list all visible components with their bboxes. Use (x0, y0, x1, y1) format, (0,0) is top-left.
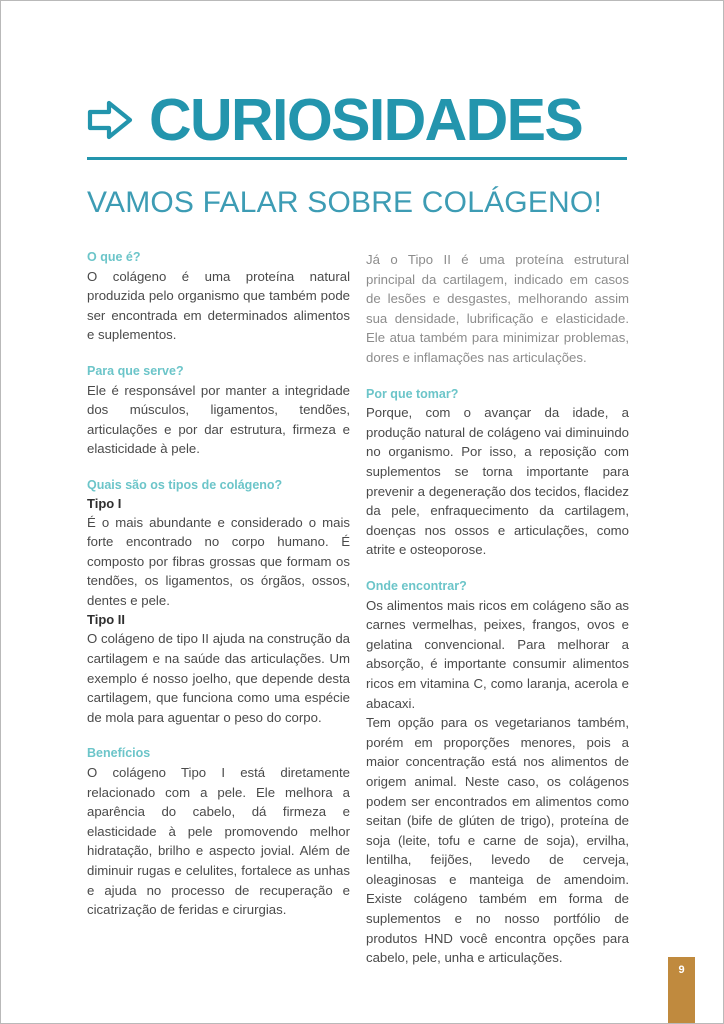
section-heading-onde-encontrar: Onde encontrar? (366, 578, 467, 593)
right-column (366, 250, 629, 968)
page-number-badge (668, 957, 695, 1023)
page-subtitle: VAMOS FALAR SOBRE COLÁGENO! (87, 186, 602, 219)
title-row (87, 86, 627, 153)
section-heading-o-que-e: O que é? (87, 250, 141, 264)
spacer (87, 345, 350, 364)
section-body-para-que-serve: Ele é responsável por manter a integridade dos músculos, ligamentos, tendões, articulações e por dar estrutura, firmeza e elasticidade à pele. (87, 382, 350, 457)
article-columns (87, 250, 630, 968)
title-underline-divider (87, 157, 627, 160)
page-header (87, 86, 627, 219)
section-body-o-que-e: O colágeno é uma proteína natural produzida pelo organismo que também pode ser encontrada em determinados alimentos e suplementos. (87, 268, 350, 343)
section-heading-beneficios: Benefícios (87, 746, 151, 761)
spacer (366, 560, 629, 579)
section-heading-por-que-tomar: Por que tomar? (366, 386, 459, 401)
spacer (87, 459, 350, 478)
section-body-onde-encontrar-part1: Os alimentos mais ricos em colágeno são as carnes vermelhas, peixes, frangos, ovos e gelatina convencional. Para melhorar a absorção, é importante consumir alimentos ricos em vitamina C, como laranja, acerola e abacaxi. (366, 597, 629, 711)
section-body-beneficios: O colágeno Tipo I está diretamente relacionado com a pele. Ele melhora a aparência do cabelo, dá firmeza e elasticidade à pele promovendo melhor hidratação, brilho e aspecto jovial. Além de diminuir rugas e celulites, fortalece as unhas e ajuda no processo de recuperação e cicatrização de feridas e cirurgias. (87, 764, 350, 918)
section-body-por-que-tomar: Porque, com o avançar da idade, a produção natural de colágeno vai diminuindo no organismo. Por isso, a reposição com suplementos se torna importante para prevenir a degeneração dos tecidos, flacidez da pele, enfraquecimento da cartilagem, doenças nos ossos e articulações, como atrite e osteoporose. (366, 405, 629, 558)
section-heading-para-que-serve: Para que serve? (87, 364, 184, 378)
arrow-right-outline-icon (87, 99, 133, 141)
subsection-body-tipo-i: É o mais abundante e considerado o mais forte encontrado no corpo humano. É composto por fibras grossas que formam os tendões, os ligamentos, os órgãos, ossos, dentes e pele. (87, 514, 350, 608)
section-heading-tipos-de-colageno: Quais são os tipos de colágeno? (87, 478, 283, 492)
page-title: CURIOSIDADES (149, 86, 583, 153)
section-body-tipo-ii-continuation: Já o Tipo II é uma proteína estrutural principal da cartilagem, indicado em casos de lesões e desgastes, melhorando assim sua densidade, lubrificação e elasticidade. Ele atua também para minimizar problemas, dores e inflamações nas articulações. (366, 252, 629, 365)
subsection-body-tipo-ii: O colágeno de tipo II ajuda na construção da cartilagem e na saúde das articulações. Um exemplo é nosso joelho, que depende desta cartilagem, que funciona como uma espécie de mola para aguentar o peso do corpo. (87, 631, 350, 725)
page-number-label: 9 (678, 964, 685, 976)
subsection-heading-tipo-i: Tipo I (87, 495, 122, 511)
subsection-heading-tipo-ii: Tipo II (87, 612, 126, 628)
section-body-onde-encontrar-part2: Tem opção para os vegetarianos também, porém em proporções menores, pois a maior concentração está nos alimentos de origem animal. Neste caso, os colágenos podem ser encontrados em alimentos como seitan (bife de glúten de trigo), proteína de soja (leite, tofu e carne de soja), ervilha, lentilha, feijões, levedo de cerveja, oleaginosas e manteiga de amendoim. Existe colágeno também em forma de suplementos e no nosso portfólio de produtos HND você encontra opções para cabelo, pele, unha e articulações. (366, 715, 629, 966)
spacer (366, 368, 629, 387)
spacer (87, 727, 350, 746)
left-column (87, 250, 350, 968)
